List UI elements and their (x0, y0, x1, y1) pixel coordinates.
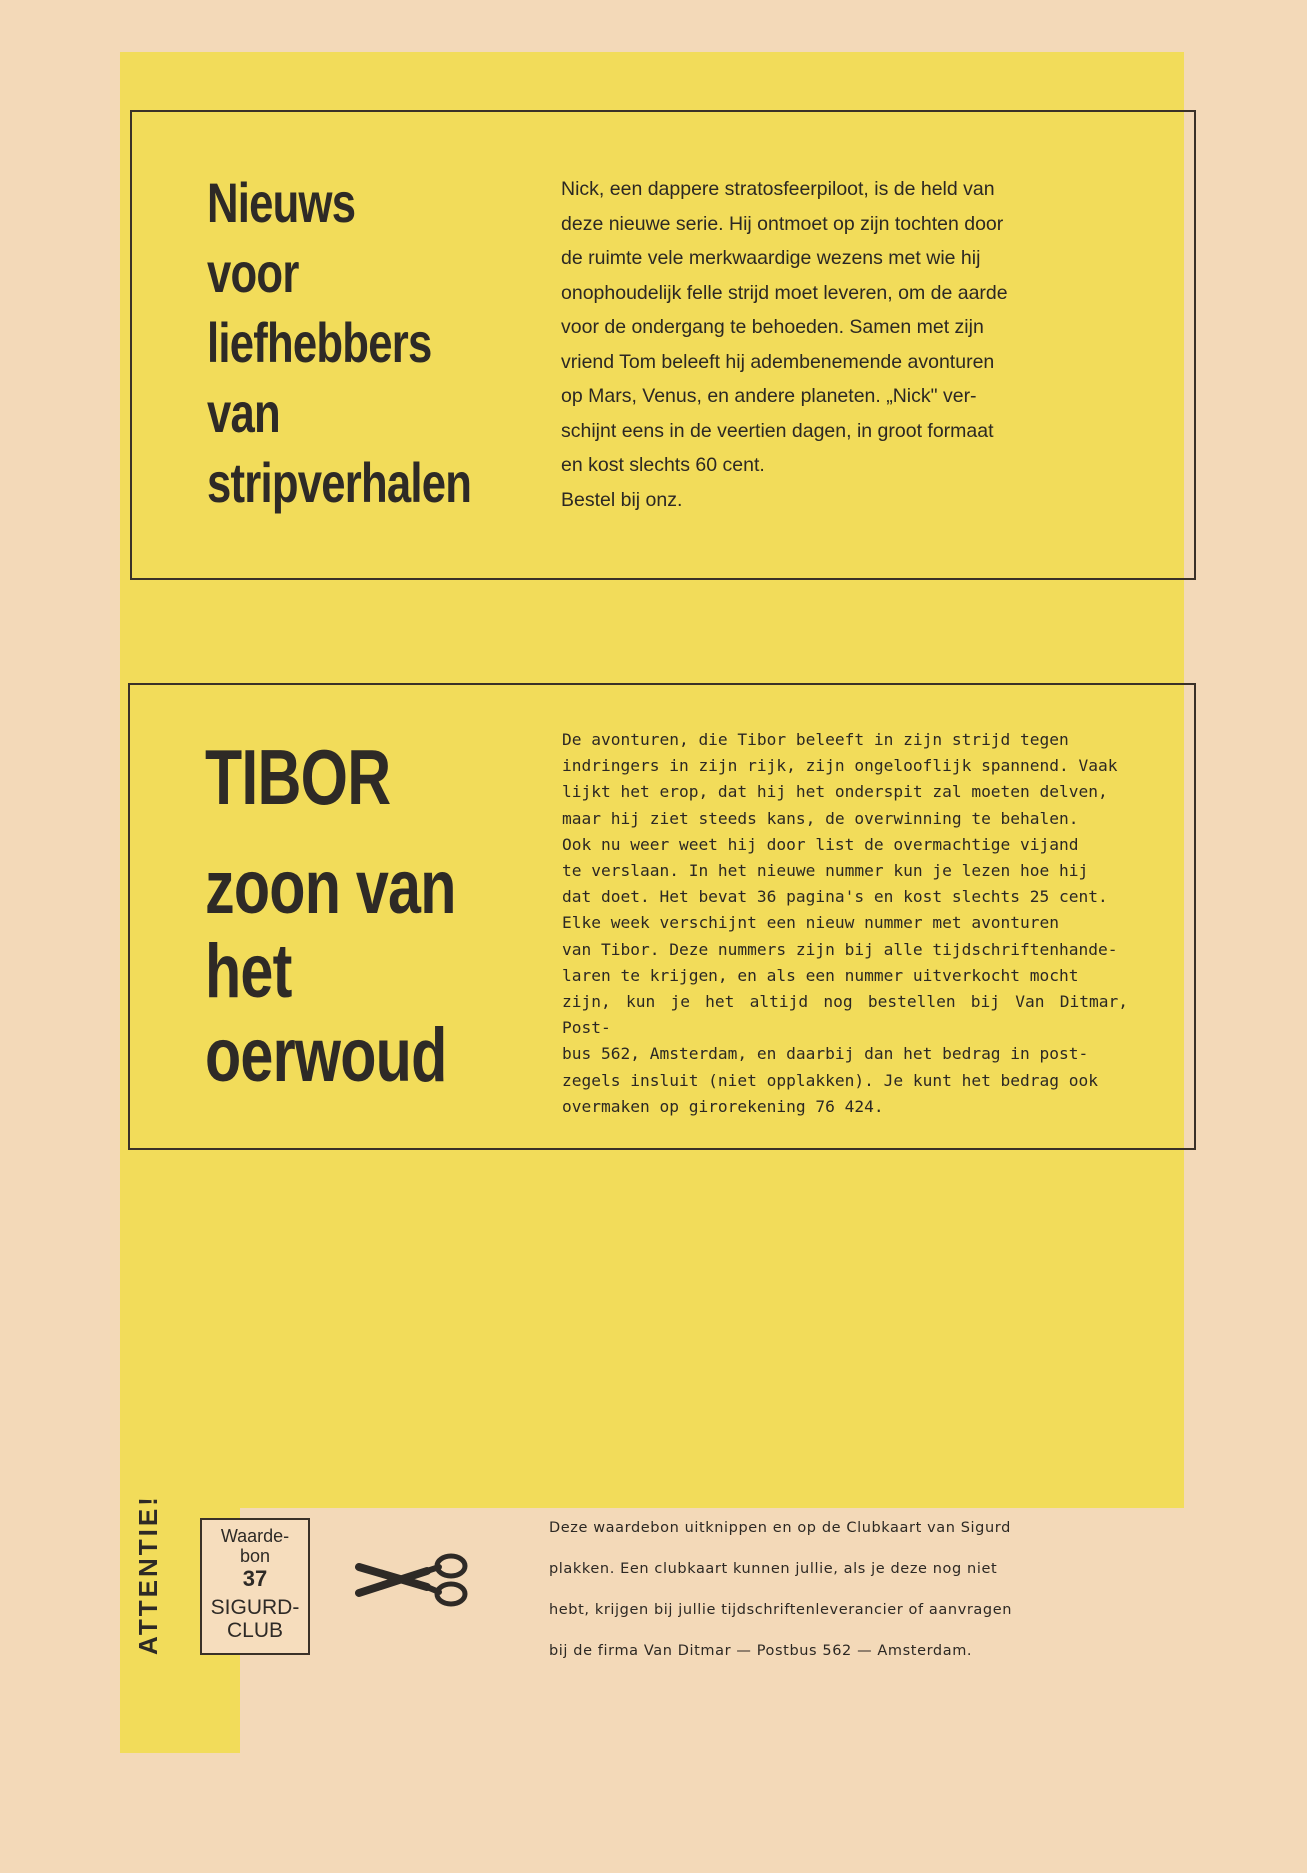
notice-line: plakken. Een clubkaart kunnen jullie, als je deze nog niet (549, 1561, 998, 1577)
body-line: voor de ondergang te behoeden. Samen met zijn (561, 316, 984, 338)
coupon-number: 37 (242, 1566, 268, 1591)
body-line: zijn, kun je het altijd nog bestellen bij Van Ditmar, Post- (562, 992, 1128, 1038)
body-line: Bestel bij onz. (561, 488, 683, 511)
body-line: deze nieuwe serie. Hij ontmoet op zijn tochten door (561, 212, 1004, 235)
body-line: van Tibor. Deze nummers zijn bij alle tijdschriftenhande- (562, 939, 1118, 959)
headline-line: Nieuws (207, 171, 356, 234)
body-line: laren te krijgen, en als een nummer uitverkocht mocht (562, 965, 1079, 985)
headline-line: voor (207, 241, 299, 304)
ad-nick-body (561, 172, 1126, 517)
coupon-club-2: CLUB (226, 1619, 284, 1642)
body-line: lijkt het erop, dat hij het onderspit zal moeten delven, (562, 782, 1108, 802)
body-line: De avonturen, die Tibor beleeft in zijn strijd tegen (562, 730, 1069, 749)
notice-line: hebt, krijgen bij jullie tijdschriftenleverancier of aanvragen (549, 1602, 1013, 1618)
body-line: zegels insluit (niet opplakken). Je kunt het bedrag ook (562, 1070, 1099, 1090)
body-line: en kost slechts 60 cent. (561, 454, 765, 476)
body-line: vriend Tom beleeft hij adembenemende avonturen (561, 350, 995, 373)
notice-line: Deze waardebon uitknippen en op de Clubkaart van Sigurd (549, 1520, 1011, 1536)
ad-tibor-body (562, 727, 1128, 1120)
body-line: onophoudelijk felle strijd moet leveren, om de aarde (561, 281, 1008, 304)
body-line: indringers in zijn rijk, zijn ongelooflijk spannend. Vaak (562, 756, 1118, 776)
body-line: overmaken op girorekening 76 424. (562, 1096, 884, 1116)
body-line: Nick, een dappere stratosfeerpiloot, is de held van (561, 178, 995, 200)
body-line: maar hij ziet steeds kans, de overwinning te behalen. (562, 808, 1079, 828)
headline-line: van (207, 381, 280, 444)
ad-tibor-subtitle (205, 846, 501, 1098)
notice-line: bij de firma Van Ditmar — Postbus 562 — Amsterdam. (549, 1643, 973, 1659)
subtitle-line: het (205, 929, 292, 1014)
subtitle-line: zoon van (205, 845, 456, 930)
ad-nick-headline (207, 168, 503, 518)
body-line: dat doet. Het bevat 36 pagina's en kost slechts 25 cent. (562, 887, 1108, 907)
scissors-icon (355, 1549, 475, 1609)
body-line: schijnt eens in de veertien dagen, in groot formaat (561, 419, 994, 442)
body-line: Ook nu weer weet hij door list de overmachtige vijand (562, 834, 1079, 854)
body-line: bus 562, Amsterdam, en daarbij dan het bedrag in post- (562, 1044, 1089, 1064)
body-line: te verslaan. In het nieuwe nummer kun je lezen hoe hij (562, 861, 1089, 881)
body-line: op Mars, Venus, en andere planeten. „Nick" ver- (561, 385, 977, 407)
attentie-label: ATTENTIE! (133, 1494, 163, 1655)
coupon-instructions (549, 1508, 1115, 1672)
subtitle-line: oerwoud (205, 1013, 447, 1098)
headline-line: stripverhalen (207, 451, 472, 514)
body-line: de ruimte vele merkwaardige wezens met wie hij (561, 247, 981, 269)
coupon-club-1: SIGURD- (210, 1596, 300, 1619)
coupon-line-2: bon (239, 1546, 271, 1566)
body-line: Elke week verschijnt een nieuw nummer met avonturen (562, 913, 1060, 933)
headline-line: liefhebbers (207, 311, 432, 374)
coupon-line-1: Waarde- (220, 1526, 290, 1546)
waardebon-coupon[interactable] (200, 1518, 310, 1655)
ad-tibor-title: TIBOR (205, 733, 391, 821)
